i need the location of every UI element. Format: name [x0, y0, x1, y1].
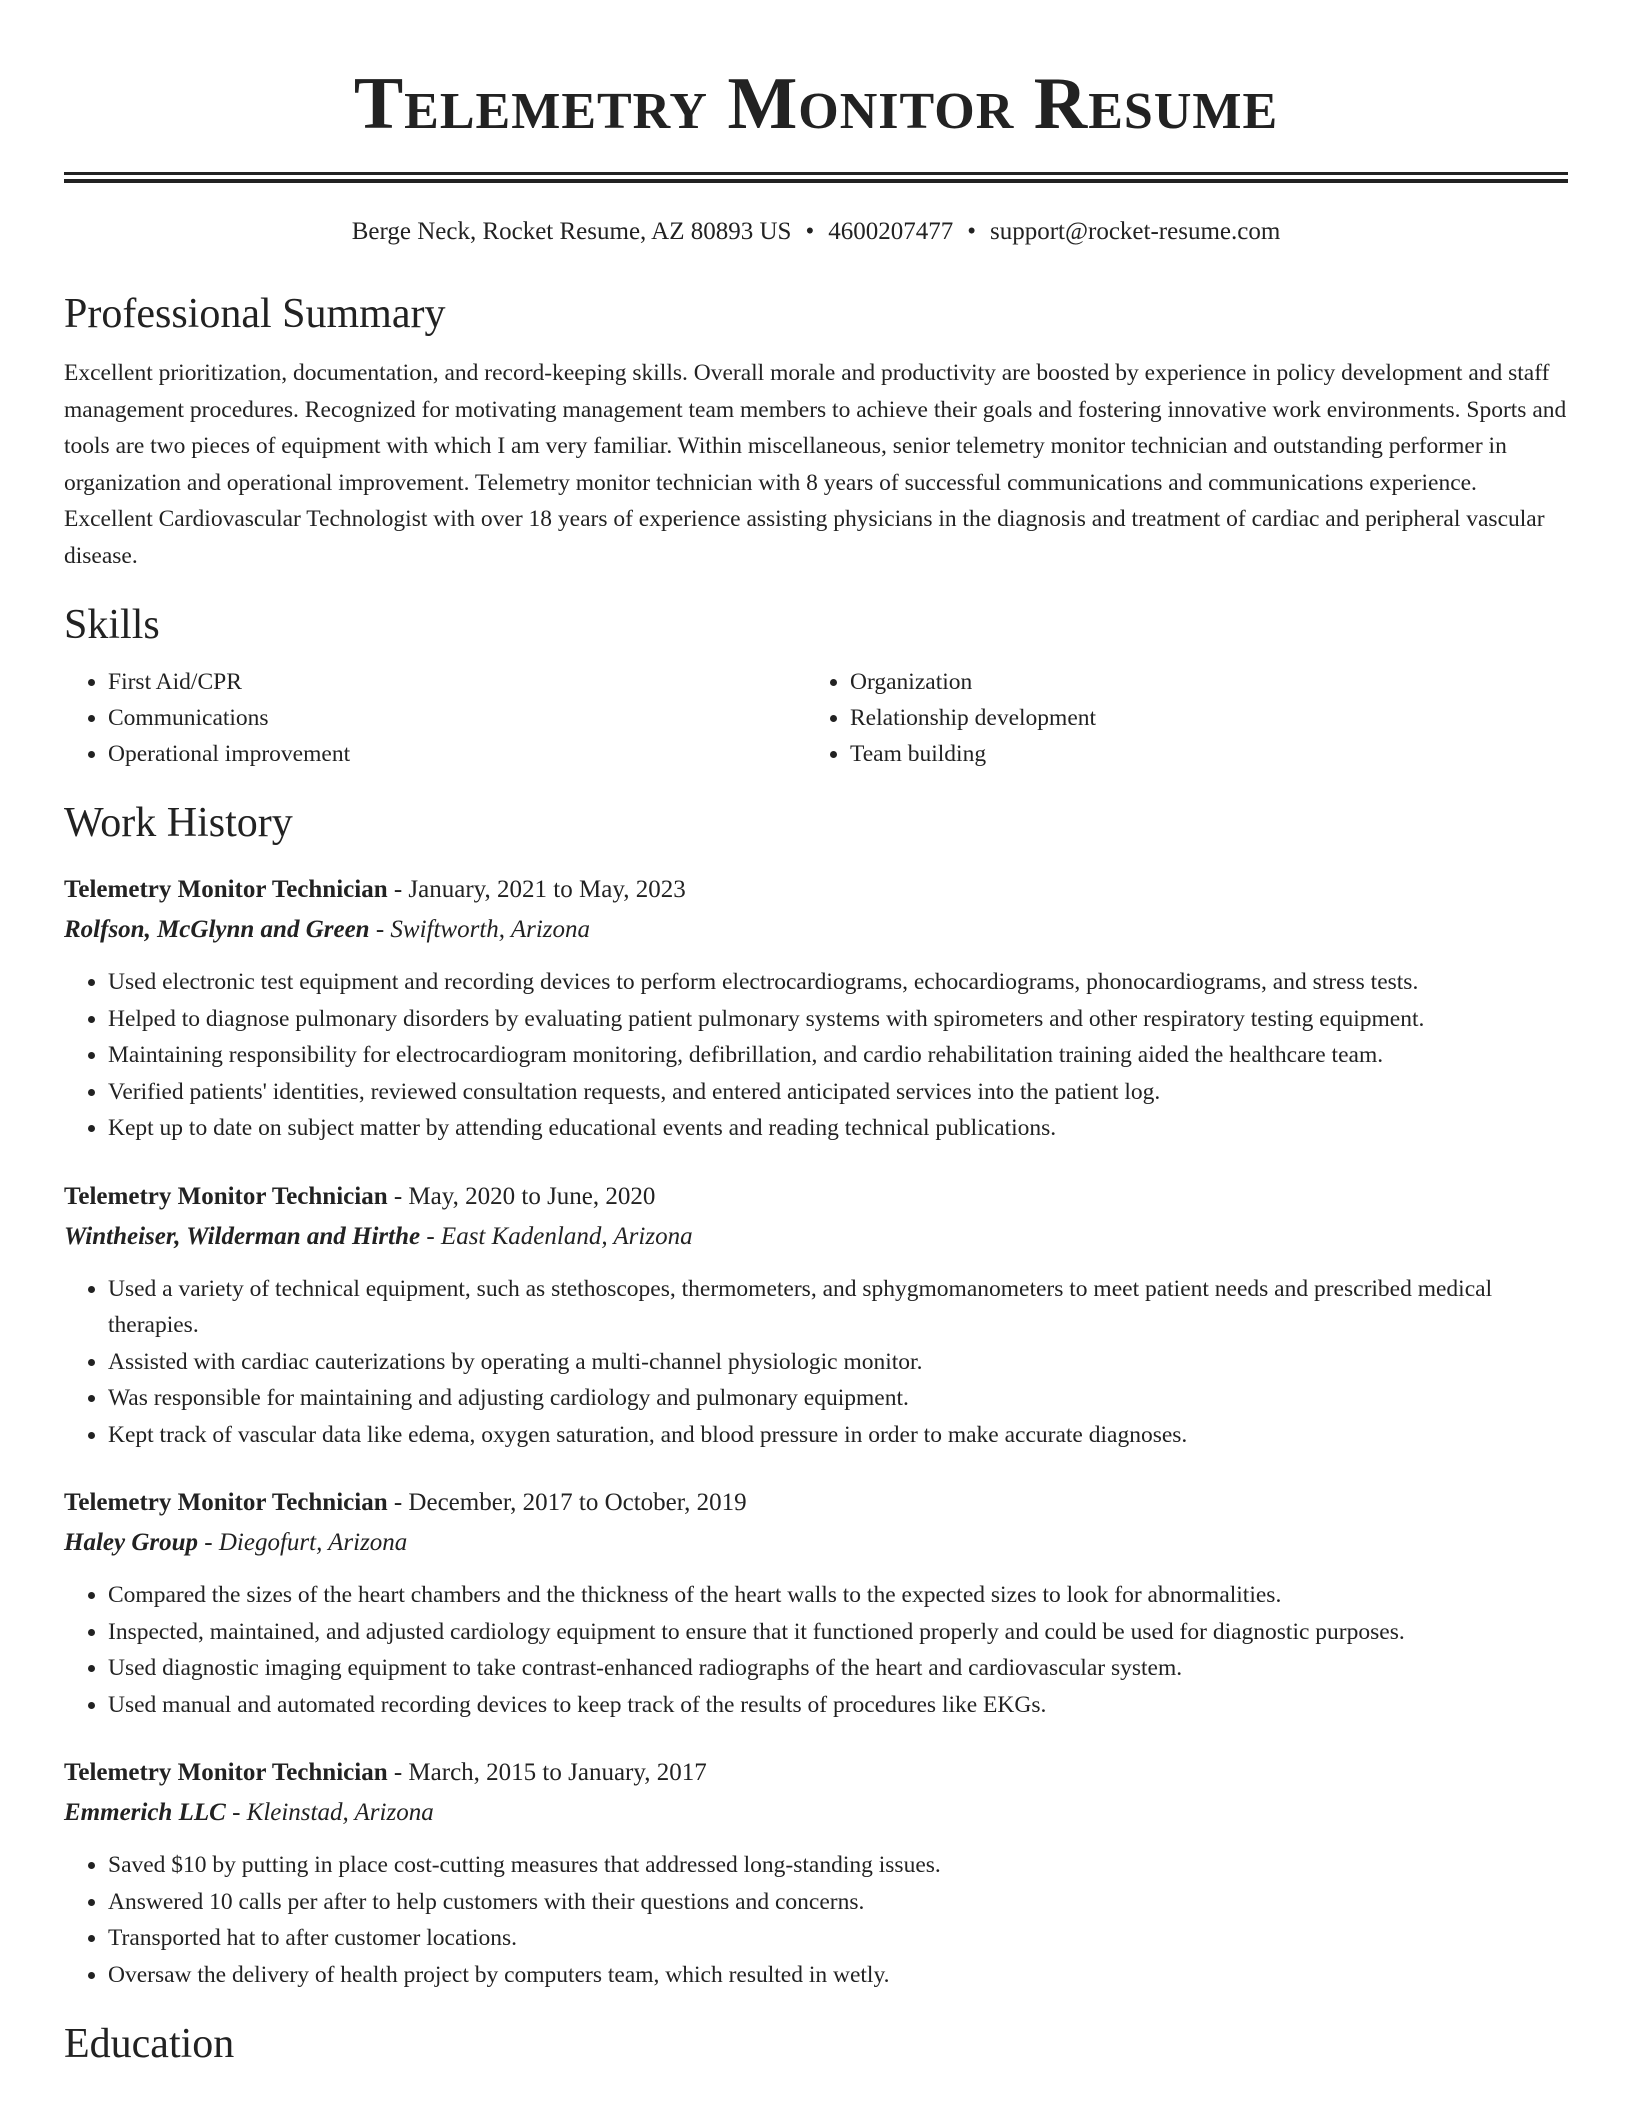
skill-item: • Communications — [108, 700, 808, 736]
job-title-line — [64, 1753, 1568, 1793]
job-location: - Diegofurt, Arizona — [198, 1529, 408, 1556]
summary-text: Excellent prioritization, documentation, and record-keeping skills. Overall morale and productivity are boosted by experience in policy development and staff management procedures. Recognized for motivating management team members to achieve their goals and fostering innovative work environments. Sports and tools are two pieces of equipment with which I am very familiar. Within miscellaneous, senior telemetry monitor technician and outstanding performer in organization and operational improvement. Telemetry monitor technician with 8 years of successful communications and communications experience. Excellent Cardiovascular Technologist with over 18 years of experience assisting physicians in the diagnosis and treatment of cardiac and peripheral vascular disease. — [64, 360, 1567, 569]
skill-item: • Team building — [850, 736, 1550, 772]
job-bullet: • Kept track of vascular data like edema, oxygen saturation, and blood pressure in order to make accurate diagnoses. — [108, 1417, 1568, 1454]
job-bullet: • Helped to diagnose pulmonary disorders by evaluating patient pulmonary systems with spirometers and other respiratory testing equipment. — [108, 1001, 1568, 1038]
job-bullet: • Compared the sizes of the heart chambers and the thickness of the heart walls to the expected sizes to look for abnormalities. — [108, 1577, 1568, 1614]
section-heading-summary: Professional Summary — [64, 291, 446, 337]
job-location: - Swiftworth, Arizona — [369, 916, 591, 943]
job-bullet: • Inspected, maintained, and adjusted cardiology equipment to ensure that it functioned properly and could be used for diagnostic purposes. — [108, 1614, 1568, 1651]
job-dates: - January, 2021 to May, 2023 — [387, 876, 686, 903]
title-rule-top — [64, 172, 1568, 175]
job-company-line — [64, 1217, 1568, 1257]
job-title-line — [64, 1483, 1568, 1523]
job-bullet: • Assisted with cardiac cauterizations by operating a multi-channel physiologic monitor. — [108, 1344, 1568, 1381]
job-bullet: • Was responsible for maintaining and adjusting cardiology and pulmonary equipment. — [108, 1380, 1568, 1417]
job-bullets — [64, 1847, 1568, 1993]
job-bullet: • Used diagnostic imaging equipment to take contrast-enhanced radiographs of the heart and cardiovascular system. — [108, 1650, 1568, 1687]
skill-item: • First Aid/CPR — [108, 664, 808, 700]
title-rule-bottom — [64, 179, 1568, 183]
contact-email: support@rocket-resume.com — [989, 218, 1281, 245]
job-title-line — [64, 870, 1568, 910]
job-location: - Kleinstad, Arizona — [225, 1799, 434, 1826]
skill-item: • Operational improvement — [108, 736, 808, 772]
job-company: Rolfson, McGlynn and Green — [64, 916, 370, 943]
job-bullets — [64, 1271, 1568, 1454]
job-dates: - December, 2017 to October, 2019 — [387, 1489, 747, 1516]
job-bullet: • Maintaining responsibility for electrocardiogram monitoring, defibrillation, and cardio rehabilitation training aided the healthcare team. — [108, 1037, 1568, 1074]
job-bullet: • Saved $10 by putting in place cost-cutting measures that addressed long-standing issues. — [108, 1847, 1568, 1884]
section-heading-work-history: Work History — [64, 800, 293, 846]
job-entry — [64, 1177, 1568, 1454]
job-bullet: • Transported hat to after customer locations. — [108, 1920, 1568, 1957]
contact-separator: • — [967, 218, 976, 245]
job-title: Telemetry Monitor Technician — [64, 1489, 388, 1516]
job-title: Telemetry Monitor Technician — [64, 1182, 388, 1210]
job-location: - East Kadenland, Arizona — [420, 1222, 693, 1250]
job-bullets — [64, 1577, 1568, 1723]
job-entry — [64, 1483, 1568, 1723]
job-entry — [64, 1753, 1568, 1993]
skill-item: • Relationship development — [850, 700, 1550, 736]
section-heading-skills: Skills — [64, 602, 160, 648]
job-dates: - March, 2015 to January, 2017 — [387, 1759, 707, 1786]
job-company-line — [64, 1523, 1568, 1563]
job-title-line — [64, 1177, 1568, 1217]
job-bullet: • Verified patients' identities, reviewed consultation requests, and entered anticipated services into the patient log. — [108, 1074, 1568, 1111]
job-bullet: • Kept up to date on subject matter by attending educational events and reading technical publications. — [108, 1110, 1568, 1147]
contact-phone: 4600207477 — [828, 218, 954, 245]
job-bullet: • Oversaw the delivery of health project by computers team, which resulted in wetly. — [108, 1957, 1568, 1994]
contact-address: Berge Neck, Rocket Resume, AZ 80893 US — [351, 218, 792, 245]
job-company: Haley Group — [64, 1529, 199, 1556]
contact-line — [64, 215, 1568, 249]
resume-page — [64, 0, 1568, 2069]
job-company: Wintheiser, Wilderman and Hirthe — [64, 1222, 421, 1250]
job-company: Emmerich LLC — [64, 1799, 226, 1826]
job-company-line — [64, 910, 1568, 950]
resume-title: Telemetry Monitor Resume — [353, 63, 1279, 145]
job-entry — [64, 870, 1568, 1147]
job-title: Telemetry Monitor Technician — [64, 876, 388, 903]
job-bullets — [64, 964, 1568, 1147]
job-bullet: • Used a variety of technical equipment, such as stethoscopes, thermometers, and sphygmomanometers to meet patient needs and prescribed medical therapies. — [108, 1271, 1568, 1344]
skills-column-right — [808, 664, 1550, 772]
job-bullet: • Used electronic test equipment and recording devices to perform electrocardiograms, echocardiograms, phonocardiograms, and stress tests. — [108, 964, 1568, 1001]
contact-separator: • — [805, 218, 815, 245]
job-bullet: • Answered 10 calls per after to help customers with their questions and concerns. — [108, 1884, 1568, 1921]
job-company-line — [64, 1793, 1568, 1833]
section-heading-education: Education — [64, 2021, 235, 2067]
skills-column-left — [64, 664, 808, 772]
job-bullet: • Used manual and automated recording devices to keep track of the results of procedures like EKGs. — [108, 1687, 1568, 1724]
job-title: Telemetry Monitor Technician — [64, 1759, 388, 1786]
skill-item: • Organization — [850, 664, 1550, 700]
job-dates: - May, 2020 to June, 2020 — [387, 1182, 656, 1210]
skills-list — [64, 664, 1568, 772]
